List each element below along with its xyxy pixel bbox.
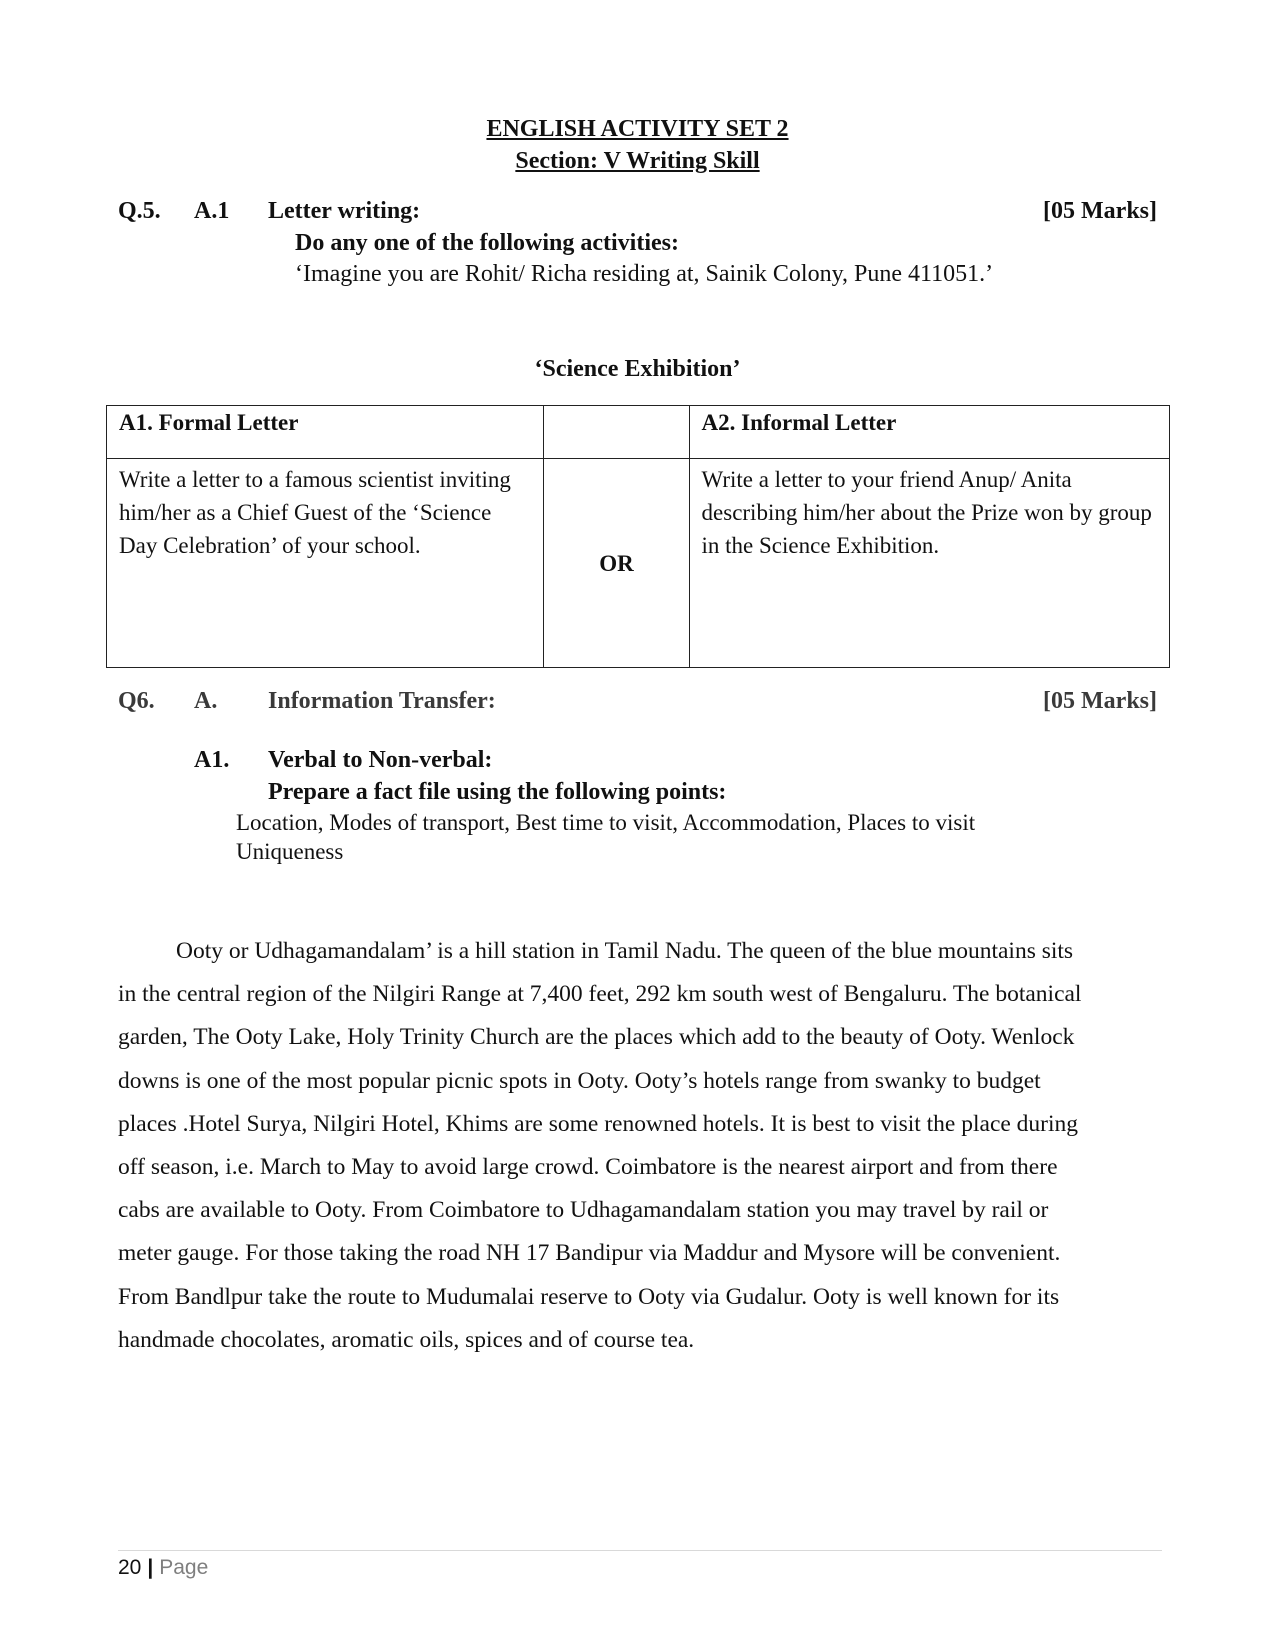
- informal-letter-body: Write a letter to your friend Anup/ Anita describing him/her about the Prize won by group in the Science Exhibition.: [701, 467, 1152, 558]
- q6-marks: [05 Marks]: [1043, 688, 1157, 714]
- q5-marks: [05 Marks]: [1043, 198, 1157, 224]
- document-title: ENGLISH ACTIVITY SET 2: [486, 116, 789, 142]
- table-header-row: [107, 406, 1170, 459]
- passage-line: in the central region of the Nilgiri Range at 7,400 feet, 292 km south west of Bengaluru. The botanical: [118, 981, 1082, 1008]
- or-divider: OR: [544, 459, 689, 668]
- a1-instruction: Prepare a fact file using the following points:: [268, 779, 727, 805]
- page-footer: [118, 1556, 208, 1580]
- q5-instruction: Do any one of the following activities:: [295, 230, 679, 256]
- header-spacer-cell: [544, 406, 689, 459]
- footer-separator: |: [147, 1556, 154, 1579]
- passage-line: meter gauge. For those taking the road NH 17 Bandipur via Maddur and Mysore will be convenient.: [118, 1240, 1061, 1267]
- q5-number: Q.5.: [118, 198, 161, 224]
- formal-letter-cell: [107, 459, 544, 668]
- table-title: ‘Science Exhibition’: [534, 356, 741, 382]
- formal-letter-heading: A1. Formal Letter: [107, 406, 544, 459]
- passage-line: handmade chocolates, aromatic oils, spices and of course tea.: [118, 1326, 695, 1353]
- q6-heading: Information Transfer:: [268, 688, 496, 714]
- page-number: 20: [118, 1556, 142, 1579]
- informal-letter-heading: A2. Informal Letter: [689, 406, 1169, 459]
- formal-letter-body: Write a letter to a famous scientist inviting him/her as a Chief Guest of the ‘Science Day Celebration’ of your school.: [119, 467, 511, 558]
- passage-line: garden, The Ooty Lake, Holy Trinity Church are the places which add to the beauty of Ooty. Wenlock: [118, 1024, 1075, 1051]
- passage-line: off season, i.e. March to May to avoid large crowd. Coimbatore is the nearest airport and from there: [118, 1154, 1058, 1181]
- passage-line: From Bandlpur take the route to Mudumalai reserve to Ooty via Gudalur. Ooty is well known for its: [118, 1283, 1060, 1310]
- letter-options-table: [106, 405, 1170, 668]
- a1-heading: Verbal to Non-verbal:: [268, 747, 493, 773]
- q5-part: A.1: [194, 198, 230, 224]
- informal-letter-cell: [689, 459, 1169, 668]
- passage-line: Ooty or Udhagamandalam’ is a hill station in Tamil Nadu. The queen of the blue mountains sits: [176, 938, 1074, 964]
- footer-divider: [118, 1550, 1162, 1551]
- section-subtitle: Section: V Writing Skill: [515, 148, 760, 174]
- a1-number: A1.: [194, 747, 230, 773]
- ooty-passage: [118, 930, 1158, 1362]
- passage-line: cabs are available to Ooty. From Coimbatore to Udhagamandalam station you may travel by rail or: [118, 1197, 1049, 1224]
- q6-number: Q6.: [118, 688, 155, 714]
- table-body-row: [107, 459, 1170, 668]
- page-label: Page: [159, 1556, 209, 1579]
- points-line-2: Uniqueness: [236, 839, 344, 864]
- passage-line: places .Hotel Surya, Nilgiri Hotel, Khims are some renowned hotels. It is best to visit the place during: [118, 1110, 1079, 1137]
- passage-line: downs is one of the most popular picnic spots in Ooty. Ooty’s hotels range from swanky to budget: [118, 1067, 1041, 1094]
- q5-context: ‘Imagine you are Rohit/ Richa residing at, Sainik Colony, Pune 411051.’: [295, 261, 994, 287]
- points-line-1: Location, Modes of transport, Best time to visit, Accommodation, Places to visit: [236, 810, 976, 835]
- q6-part: A.: [194, 688, 218, 714]
- q5-heading: Letter writing:: [268, 198, 421, 224]
